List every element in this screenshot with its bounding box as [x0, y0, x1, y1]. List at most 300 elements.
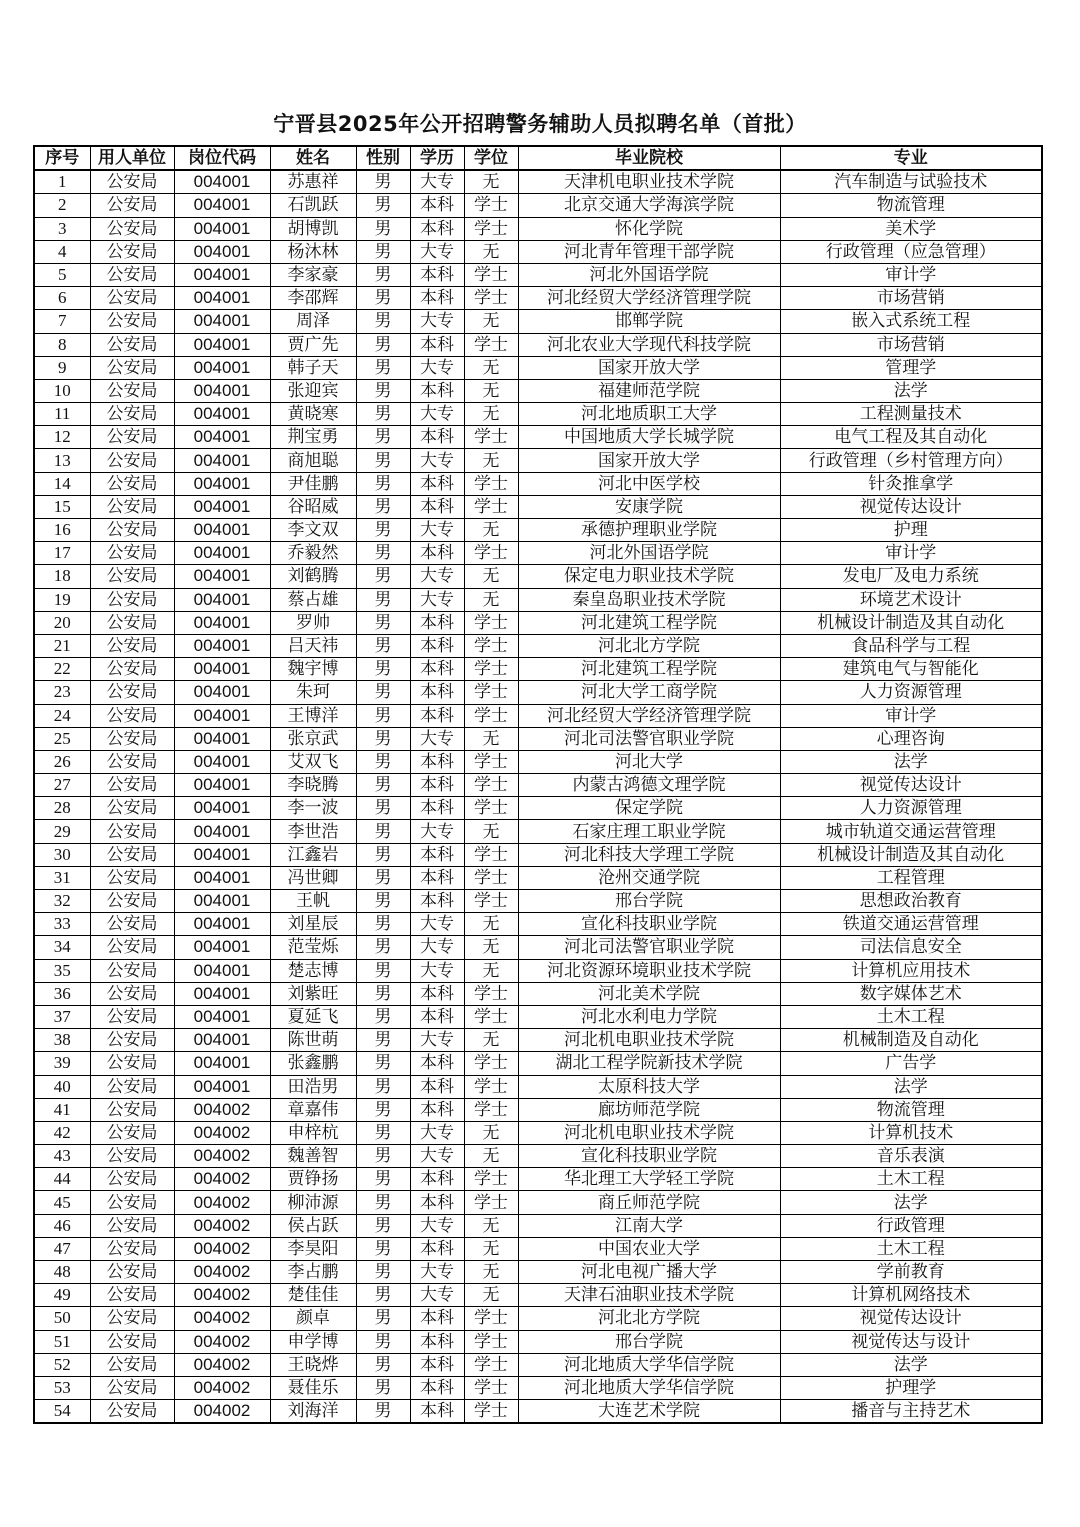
- cell-index: 22: [34, 658, 90, 681]
- cell-degree: 学士: [464, 774, 518, 797]
- cell-degree: 学士: [464, 750, 518, 773]
- cell-education: 大专: [410, 959, 464, 982]
- table-row: [34, 1098, 1042, 1121]
- cell-school: 宣化科技职业学院: [518, 1145, 780, 1168]
- cell-unit: 公安局: [90, 472, 174, 495]
- cell-major: 审计学: [780, 704, 1042, 727]
- cell-unit: 公安局: [90, 1052, 174, 1075]
- cell-unit: 公安局: [90, 890, 174, 913]
- table-row: [34, 403, 1042, 426]
- cell-education: 本科: [410, 1237, 464, 1260]
- cell-post-code: 004001: [174, 866, 270, 889]
- cell-index: 39: [34, 1052, 90, 1075]
- cell-degree: 学士: [464, 263, 518, 286]
- cell-degree: 学士: [464, 1307, 518, 1330]
- cell-degree: 无: [464, 379, 518, 402]
- cell-post-code: 004001: [174, 1075, 270, 1098]
- cell-major: 心理咨询: [780, 727, 1042, 750]
- cell-gender: 男: [356, 1284, 410, 1307]
- cell-education: 本科: [410, 379, 464, 402]
- cell-post-code: 004001: [174, 217, 270, 240]
- cell-degree: 学士: [464, 797, 518, 820]
- cell-gender: 男: [356, 1307, 410, 1330]
- cell-major: 视觉传达设计: [780, 495, 1042, 518]
- cell-post-code: 004001: [174, 774, 270, 797]
- cell-name: 申梓杭: [270, 1121, 356, 1144]
- cell-education: 大专: [410, 1214, 464, 1237]
- cell-index: 4: [34, 240, 90, 263]
- cell-name: 夏延飞: [270, 1005, 356, 1028]
- cell-major: 视觉传达设计: [780, 774, 1042, 797]
- cell-index: 32: [34, 890, 90, 913]
- cell-index: 1: [34, 170, 90, 194]
- cell-unit: 公安局: [90, 797, 174, 820]
- cell-education: 本科: [410, 472, 464, 495]
- cell-school: 邢台学院: [518, 890, 780, 913]
- cell-name: 商旭聪: [270, 449, 356, 472]
- cell-post-code: 004001: [174, 727, 270, 750]
- cell-degree: 学士: [464, 1353, 518, 1376]
- cell-name: 杨沐林: [270, 240, 356, 263]
- cell-index: 25: [34, 727, 90, 750]
- cell-gender: 男: [356, 658, 410, 681]
- cell-school: 河北司法警官职业学院: [518, 936, 780, 959]
- cell-gender: 男: [356, 1353, 410, 1376]
- cell-education: 大专: [410, 170, 464, 194]
- cell-name: 吕天祎: [270, 634, 356, 657]
- cell-education: 本科: [410, 1075, 464, 1098]
- cell-index: 27: [34, 774, 90, 797]
- cell-school: 怀化学院: [518, 217, 780, 240]
- cell-name: 刘海洋: [270, 1400, 356, 1424]
- cell-school: 河北地质大学华信学院: [518, 1353, 780, 1376]
- cell-school: 安康学院: [518, 495, 780, 518]
- cell-degree: 无: [464, 170, 518, 194]
- cell-post-code: 004001: [174, 704, 270, 727]
- cell-name: 田浩男: [270, 1075, 356, 1098]
- cell-school: 太原科技大学: [518, 1075, 780, 1098]
- cell-unit: 公安局: [90, 565, 174, 588]
- cell-post-code: 004002: [174, 1237, 270, 1260]
- cell-unit: 公安局: [90, 495, 174, 518]
- cell-education: 本科: [410, 658, 464, 681]
- cell-post-code: 004001: [174, 750, 270, 773]
- table-row: [34, 936, 1042, 959]
- cell-school: 河北美术学院: [518, 982, 780, 1005]
- cell-school: 国家开放大学: [518, 356, 780, 379]
- cell-name: 李家豪: [270, 263, 356, 286]
- cell-name: 艾双飞: [270, 750, 356, 773]
- cell-major: 法学: [780, 379, 1042, 402]
- cell-school: 河北建筑工程学院: [518, 611, 780, 634]
- cell-name: 李晓腾: [270, 774, 356, 797]
- cell-major: 审计学: [780, 542, 1042, 565]
- cell-post-code: 004001: [174, 797, 270, 820]
- cell-name: 朱珂: [270, 681, 356, 704]
- cell-gender: 男: [356, 982, 410, 1005]
- cell-unit: 公安局: [90, 913, 174, 936]
- cell-education: 本科: [410, 866, 464, 889]
- cell-index: 9: [34, 356, 90, 379]
- cell-degree: 学士: [464, 1191, 518, 1214]
- cell-name: 贾铮扬: [270, 1168, 356, 1191]
- cell-index: 38: [34, 1029, 90, 1052]
- cell-name: 贾广先: [270, 333, 356, 356]
- cell-degree: 无: [464, 519, 518, 542]
- cell-post-code: 004001: [174, 403, 270, 426]
- cell-index: 47: [34, 1237, 90, 1260]
- cell-gender: 男: [356, 797, 410, 820]
- cell-school: 国家开放大学: [518, 449, 780, 472]
- cell-degree: 学士: [464, 1168, 518, 1191]
- cell-gender: 男: [356, 1191, 410, 1214]
- cell-gender: 男: [356, 472, 410, 495]
- cell-name: 魏宇博: [270, 658, 356, 681]
- cell-unit: 公安局: [90, 588, 174, 611]
- cell-education: 大专: [410, 565, 464, 588]
- cell-school: 宣化科技职业学院: [518, 913, 780, 936]
- cell-gender: 男: [356, 426, 410, 449]
- cell-education: 本科: [410, 750, 464, 773]
- cell-degree: 学士: [464, 843, 518, 866]
- cell-major: 司法信息安全: [780, 936, 1042, 959]
- cell-degree: 学士: [464, 472, 518, 495]
- cell-post-code: 004001: [174, 658, 270, 681]
- cell-name: 李昊阳: [270, 1237, 356, 1260]
- cell-name: 王博洋: [270, 704, 356, 727]
- cell-name: 罗帅: [270, 611, 356, 634]
- cell-index: 46: [34, 1214, 90, 1237]
- cell-school: 华北理工大学轻工学院: [518, 1168, 780, 1191]
- cell-education: 本科: [410, 426, 464, 449]
- cell-major: 铁道交通运营管理: [780, 913, 1042, 936]
- cell-name: 蔡占雄: [270, 588, 356, 611]
- cell-index: 48: [34, 1261, 90, 1284]
- cell-major: 播音与主持艺术: [780, 1400, 1042, 1424]
- cell-major: 视觉传达与设计: [780, 1330, 1042, 1353]
- cell-index: 14: [34, 472, 90, 495]
- cell-index: 35: [34, 959, 90, 982]
- cell-index: 50: [34, 1307, 90, 1330]
- cell-major: 城市轨道交通运营管理: [780, 820, 1042, 843]
- cell-gender: 男: [356, 959, 410, 982]
- cell-post-code: 004001: [174, 287, 270, 310]
- table-row: [34, 356, 1042, 379]
- cell-school: 邯郸学院: [518, 310, 780, 333]
- cell-name: 李世浩: [270, 820, 356, 843]
- cell-degree: 无: [464, 936, 518, 959]
- cell-degree: 无: [464, 1145, 518, 1168]
- table-row: [34, 1261, 1042, 1284]
- cell-unit: 公安局: [90, 774, 174, 797]
- cell-education: 本科: [410, 797, 464, 820]
- cell-major: 音乐表演: [780, 1145, 1042, 1168]
- col-header-education: 学历: [410, 146, 464, 170]
- cell-gender: 男: [356, 170, 410, 194]
- table-row: [34, 1284, 1042, 1307]
- cell-major: 土木工程: [780, 1237, 1042, 1260]
- cell-major: 数字媒体艺术: [780, 982, 1042, 1005]
- cell-gender: 男: [356, 1121, 410, 1144]
- cell-index: 45: [34, 1191, 90, 1214]
- cell-index: 31: [34, 866, 90, 889]
- cell-name: 江鑫岩: [270, 843, 356, 866]
- cell-education: 大专: [410, 1121, 464, 1144]
- cell-gender: 男: [356, 542, 410, 565]
- cell-unit: 公安局: [90, 426, 174, 449]
- cell-index: 42: [34, 1121, 90, 1144]
- cell-name: 乔毅然: [270, 542, 356, 565]
- cell-gender: 男: [356, 565, 410, 588]
- cell-degree: 学士: [464, 1376, 518, 1399]
- cell-major: 行政管理: [780, 1214, 1042, 1237]
- cell-index: 53: [34, 1376, 90, 1399]
- cell-major: 机械制造及自动化: [780, 1029, 1042, 1052]
- cell-index: 30: [34, 843, 90, 866]
- cell-degree: 无: [464, 356, 518, 379]
- table-row: [34, 472, 1042, 495]
- col-header-post-code: 岗位代码: [174, 146, 270, 170]
- cell-unit: 公安局: [90, 936, 174, 959]
- cell-index: 52: [34, 1353, 90, 1376]
- cell-gender: 男: [356, 1005, 410, 1028]
- cell-unit: 公安局: [90, 1353, 174, 1376]
- cell-gender: 男: [356, 194, 410, 217]
- table-row: [34, 1353, 1042, 1376]
- cell-degree: 无: [464, 310, 518, 333]
- cell-degree: 学士: [464, 704, 518, 727]
- cell-education: 大专: [410, 820, 464, 843]
- cell-gender: 男: [356, 890, 410, 913]
- cell-degree: 学士: [464, 426, 518, 449]
- table-row: [34, 1214, 1042, 1237]
- cell-degree: 无: [464, 1284, 518, 1307]
- cell-name: 胡博凯: [270, 217, 356, 240]
- cell-post-code: 004001: [174, 913, 270, 936]
- cell-education: 大专: [410, 588, 464, 611]
- cell-unit: 公安局: [90, 1075, 174, 1098]
- cell-school: 河北建筑工程学院: [518, 658, 780, 681]
- cell-gender: 男: [356, 681, 410, 704]
- cell-unit: 公安局: [90, 750, 174, 773]
- table-row: [34, 449, 1042, 472]
- cell-major: 人力资源管理: [780, 681, 1042, 704]
- cell-unit: 公安局: [90, 240, 174, 263]
- cell-major: 电气工程及其自动化: [780, 426, 1042, 449]
- cell-post-code: 004001: [174, 240, 270, 263]
- table-row: [34, 797, 1042, 820]
- cell-post-code: 004001: [174, 426, 270, 449]
- cell-gender: 男: [356, 634, 410, 657]
- cell-index: 10: [34, 379, 90, 402]
- table-row: [34, 1052, 1042, 1075]
- cell-degree: 无: [464, 588, 518, 611]
- cell-education: 本科: [410, 634, 464, 657]
- cell-unit: 公安局: [90, 1098, 174, 1121]
- cell-unit: 公安局: [90, 333, 174, 356]
- cell-post-code: 004001: [174, 356, 270, 379]
- cell-post-code: 004001: [174, 588, 270, 611]
- table-row: [34, 333, 1042, 356]
- cell-degree: 学士: [464, 658, 518, 681]
- cell-education: 本科: [410, 1005, 464, 1028]
- table-row: [34, 1376, 1042, 1399]
- cell-major: 思想政治教育: [780, 890, 1042, 913]
- cell-major: 环境艺术设计: [780, 588, 1042, 611]
- cell-gender: 男: [356, 217, 410, 240]
- table-row: [34, 495, 1042, 518]
- cell-major: 行政管理（应急管理）: [780, 240, 1042, 263]
- cell-unit: 公安局: [90, 959, 174, 982]
- cell-post-code: 004001: [174, 379, 270, 402]
- cell-unit: 公安局: [90, 681, 174, 704]
- cell-education: 大专: [410, 1029, 464, 1052]
- cell-unit: 公安局: [90, 356, 174, 379]
- cell-education: 本科: [410, 217, 464, 240]
- cell-unit: 公安局: [90, 1168, 174, 1191]
- cell-education: 大专: [410, 310, 464, 333]
- cell-education: 本科: [410, 287, 464, 310]
- cell-education: 大专: [410, 1261, 464, 1284]
- cell-major: 视觉传达设计: [780, 1307, 1042, 1330]
- cell-index: 2: [34, 194, 90, 217]
- cell-major: 针灸推拿学: [780, 472, 1042, 495]
- cell-degree: 学士: [464, 1052, 518, 1075]
- cell-name: 申学博: [270, 1330, 356, 1353]
- cell-name: 刘紫旺: [270, 982, 356, 1005]
- cell-education: 本科: [410, 1307, 464, 1330]
- cell-degree: 无: [464, 959, 518, 982]
- cell-post-code: 004001: [174, 843, 270, 866]
- cell-degree: 无: [464, 449, 518, 472]
- table-row: [34, 843, 1042, 866]
- cell-major: 土木工程: [780, 1005, 1042, 1028]
- cell-post-code: 004001: [174, 982, 270, 1005]
- cell-post-code: 004002: [174, 1214, 270, 1237]
- cell-index: 51: [34, 1330, 90, 1353]
- cell-unit: 公安局: [90, 611, 174, 634]
- cell-post-code: 004001: [174, 542, 270, 565]
- col-header-gender: 性别: [356, 146, 410, 170]
- cell-school: 河北经贸大学经济管理学院: [518, 287, 780, 310]
- cell-education: 本科: [410, 890, 464, 913]
- cell-gender: 男: [356, 449, 410, 472]
- cell-unit: 公安局: [90, 1307, 174, 1330]
- cell-name: 谷昭威: [270, 495, 356, 518]
- cell-education: 本科: [410, 1168, 464, 1191]
- cell-post-code: 004002: [174, 1330, 270, 1353]
- cell-education: 本科: [410, 542, 464, 565]
- roster-table: [33, 145, 1043, 1424]
- cell-major: 机械设计制造及其自动化: [780, 843, 1042, 866]
- cell-major: 学前教育: [780, 1261, 1042, 1284]
- cell-gender: 男: [356, 750, 410, 773]
- table-row: [34, 379, 1042, 402]
- cell-unit: 公安局: [90, 843, 174, 866]
- cell-major: 人力资源管理: [780, 797, 1042, 820]
- cell-degree: 学士: [464, 890, 518, 913]
- cell-name: 王晓烨: [270, 1353, 356, 1376]
- table-row: [34, 750, 1042, 773]
- cell-gender: 男: [356, 287, 410, 310]
- cell-unit: 公安局: [90, 1376, 174, 1399]
- cell-school: 河北地质大学华信学院: [518, 1376, 780, 1399]
- cell-degree: 无: [464, 727, 518, 750]
- cell-major: 计算机应用技术: [780, 959, 1042, 982]
- cell-post-code: 004002: [174, 1284, 270, 1307]
- cell-index: 54: [34, 1400, 90, 1424]
- cell-post-code: 004001: [174, 333, 270, 356]
- cell-post-code: 004001: [174, 936, 270, 959]
- cell-name: 石凯跃: [270, 194, 356, 217]
- cell-index: 23: [34, 681, 90, 704]
- cell-degree: 无: [464, 1029, 518, 1052]
- cell-gender: 男: [356, 310, 410, 333]
- cell-post-code: 004001: [174, 170, 270, 194]
- cell-post-code: 004001: [174, 890, 270, 913]
- cell-gender: 男: [356, 519, 410, 542]
- cell-school: 河北经贸大学经济管理学院: [518, 704, 780, 727]
- cell-gender: 男: [356, 1237, 410, 1260]
- cell-major: 法学: [780, 1191, 1042, 1214]
- table-row: [34, 1145, 1042, 1168]
- cell-post-code: 004001: [174, 1005, 270, 1028]
- cell-name: 章嘉伟: [270, 1098, 356, 1121]
- cell-education: 本科: [410, 704, 464, 727]
- cell-index: 36: [34, 982, 90, 1005]
- cell-degree: 学士: [464, 866, 518, 889]
- cell-index: 19: [34, 588, 90, 611]
- cell-index: 44: [34, 1168, 90, 1191]
- cell-index: 28: [34, 797, 90, 820]
- cell-name: 刘鹤腾: [270, 565, 356, 588]
- cell-degree: 学士: [464, 1005, 518, 1028]
- cell-school: 北京交通大学海滨学院: [518, 194, 780, 217]
- cell-school: 内蒙古鸿德文理学院: [518, 774, 780, 797]
- table-row: [34, 1400, 1042, 1424]
- cell-gender: 男: [356, 1376, 410, 1399]
- table-row: [34, 426, 1042, 449]
- cell-unit: 公安局: [90, 287, 174, 310]
- cell-degree: 学士: [464, 1075, 518, 1098]
- cell-index: 12: [34, 426, 90, 449]
- cell-post-code: 004001: [174, 449, 270, 472]
- cell-post-code: 004001: [174, 1029, 270, 1052]
- cell-gender: 男: [356, 1075, 410, 1098]
- cell-index: 43: [34, 1145, 90, 1168]
- cell-name: 尹佳鹏: [270, 472, 356, 495]
- cell-education: 大专: [410, 519, 464, 542]
- cell-major: 管理学: [780, 356, 1042, 379]
- cell-education: 本科: [410, 982, 464, 1005]
- cell-school: 商丘师范学院: [518, 1191, 780, 1214]
- cell-unit: 公安局: [90, 1029, 174, 1052]
- table-row: [34, 890, 1042, 913]
- cell-name: 柳沛源: [270, 1191, 356, 1214]
- cell-gender: 男: [356, 495, 410, 518]
- col-header-unit: 用人单位: [90, 146, 174, 170]
- cell-post-code: 004002: [174, 1400, 270, 1424]
- table-row: [34, 310, 1042, 333]
- cell-school: 保定电力职业技术学院: [518, 565, 780, 588]
- cell-education: 本科: [410, 774, 464, 797]
- cell-school: 廊坊师范学院: [518, 1098, 780, 1121]
- col-header-school: 毕业院校: [518, 146, 780, 170]
- cell-gender: 男: [356, 727, 410, 750]
- cell-gender: 男: [356, 704, 410, 727]
- cell-degree: 学士: [464, 634, 518, 657]
- cell-post-code: 004001: [174, 519, 270, 542]
